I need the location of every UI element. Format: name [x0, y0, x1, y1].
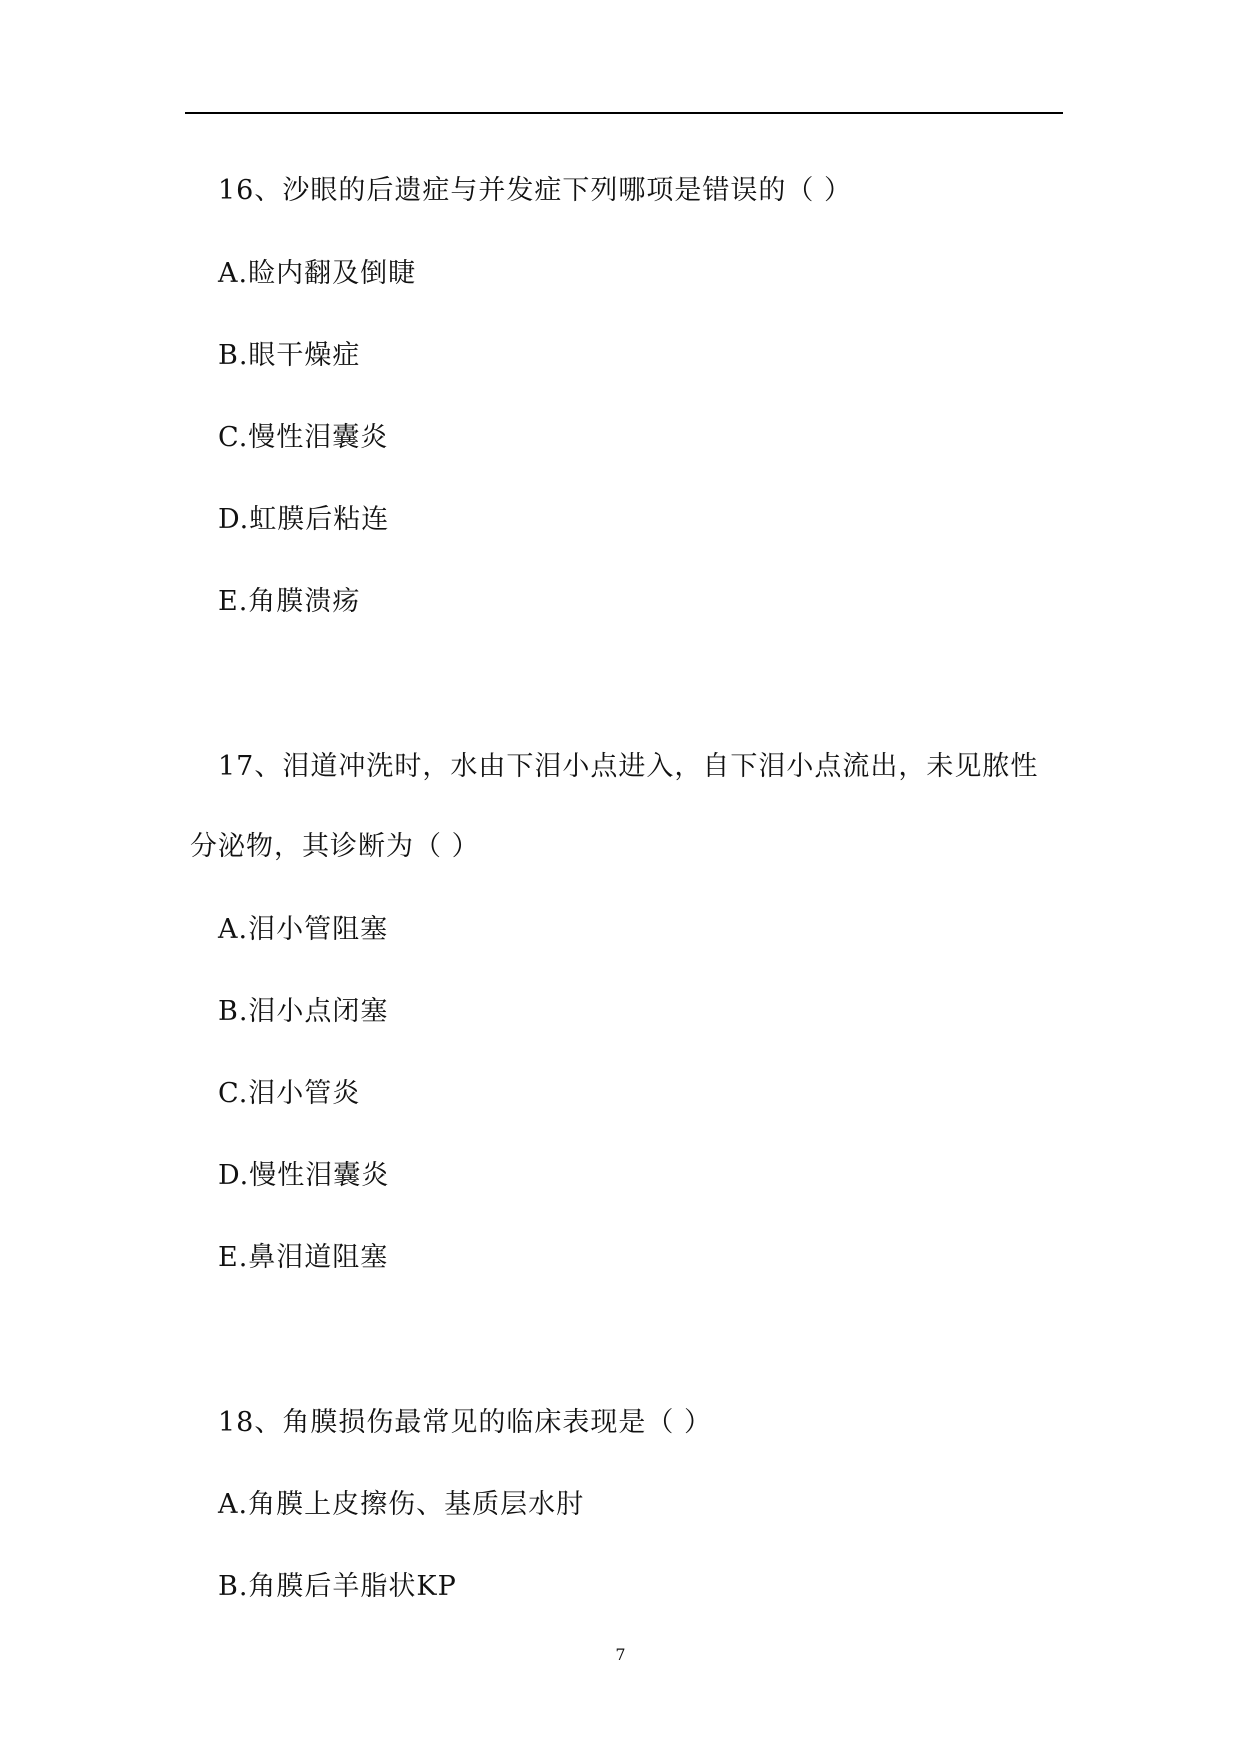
- option-a: A.睑内翻及倒睫: [218, 258, 417, 289]
- option-c: C.慢性泪囊炎: [218, 422, 389, 453]
- option-c: C.泪小管炎: [218, 1078, 361, 1109]
- page-number: 7: [615, 1645, 626, 1664]
- option-a: A.角膜上皮擦伤、基质层水肘: [218, 1489, 585, 1520]
- option-b: B.眼干燥症: [218, 340, 361, 371]
- option-b: B.角膜后羊脂状KP: [218, 1571, 457, 1602]
- option-e: E.鼻泪道阻塞: [218, 1242, 389, 1273]
- option-a: A.泪小管阻塞: [218, 914, 389, 945]
- option-d: D.慢性泪囊炎: [218, 1160, 390, 1191]
- option-e: E.角膜溃疡: [218, 586, 361, 617]
- header-rule: [185, 112, 1063, 114]
- option-d: D.虹膜后粘连: [218, 504, 390, 535]
- question-stem: 16、沙眼的后遗症与并发症下列哪项是错误的（ ）: [218, 175, 852, 206]
- question-stem-line-1: 17、泪道冲洗时，水由下泪小点进入，自下泪小点流出，未见脓性: [218, 751, 1039, 782]
- option-b: B.泪小点闭塞: [218, 996, 389, 1027]
- question-stem: 18、角膜损伤最常见的临床表现是（ ）: [218, 1407, 712, 1438]
- question-stem-line-2: 分泌物，其诊断为（ ）: [190, 831, 480, 862]
